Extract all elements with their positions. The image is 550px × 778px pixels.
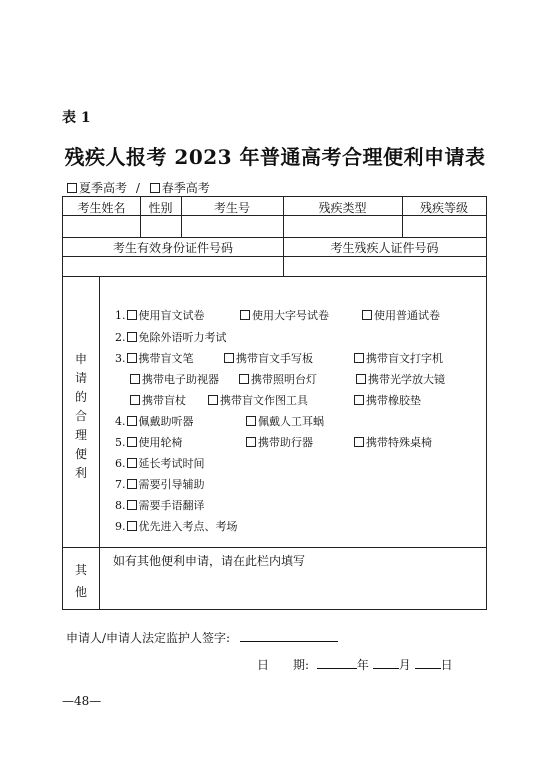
option-number: 2. (115, 331, 126, 344)
exam-number-input[interactable] (182, 216, 283, 236)
option-item (245, 413, 324, 429)
header-name: 考生姓名 (77, 201, 126, 215)
option-number: 9. (115, 520, 126, 533)
label-char: 便 (74, 447, 87, 461)
signature-row (66, 629, 338, 646)
option-label: 免除外语听力考试 (138, 331, 227, 344)
option-number: 3. (115, 352, 126, 365)
signature-line[interactable] (240, 630, 338, 642)
option-row-6 (115, 455, 205, 471)
header-gender: 性别 (148, 201, 173, 215)
label-char: 合 (74, 409, 87, 423)
option-label: 携带助行器 (258, 436, 313, 449)
name-input[interactable] (64, 216, 140, 236)
date-row (257, 656, 453, 673)
option-item (353, 350, 443, 366)
option-number: 1. (115, 309, 126, 322)
option-label: 携带照明台灯 (251, 373, 317, 386)
date-label: 日 期: (257, 658, 310, 672)
month-label: 月 (398, 658, 411, 672)
option-row-3c (129, 392, 186, 408)
label-char: 他 (74, 585, 87, 599)
option-label: 使用盲文试卷 (138, 309, 205, 322)
option-row-4 (115, 413, 194, 429)
option-item (223, 350, 313, 366)
option-label: 延长考试时间 (138, 457, 205, 470)
document-title: 残疾人报考 2023 年普通高考合理便利申请表 (64, 145, 486, 169)
option-item (361, 307, 440, 323)
option-row-3b (129, 371, 219, 387)
option-row-9 (115, 518, 238, 534)
option-checkbox[interactable] (127, 310, 137, 320)
option-row-8 (115, 497, 205, 513)
id-number-input[interactable] (64, 257, 283, 276)
option-checkbox[interactable] (354, 437, 364, 447)
header-exam-number: 考生号 (213, 201, 250, 215)
option-checkbox[interactable] (208, 395, 218, 405)
option-checkbox[interactable] (356, 374, 366, 384)
option-label: 需要手语翻译 (138, 499, 205, 512)
label-char: 请 (74, 371, 87, 385)
signature-label: 申请人/申请人法定监护人签字: (66, 631, 231, 645)
option-label: 携带电子助视器 (142, 373, 219, 386)
row-divider (63, 276, 486, 277)
option-checkbox[interactable] (127, 479, 137, 489)
option-label: 携带盲杖 (142, 394, 186, 407)
option-checkbox[interactable] (354, 395, 364, 405)
option-checkbox[interactable] (239, 374, 249, 384)
option-row-1 (115, 307, 205, 323)
disability-level-input[interactable] (403, 216, 485, 236)
option-row-5 (115, 434, 183, 450)
option-checkbox[interactable] (127, 332, 137, 342)
col-divider (99, 276, 100, 609)
option-checkbox[interactable] (127, 458, 137, 468)
other-hint: 如有其他便利申请，请在此栏内填写 (113, 554, 306, 568)
option-checkbox[interactable] (130, 374, 140, 384)
option-number: 6. (115, 457, 126, 470)
label-char: 利 (74, 466, 87, 480)
option-label: 佩戴助听器 (138, 415, 194, 428)
label-char: 其 (74, 563, 87, 577)
option-checkbox[interactable] (246, 437, 256, 447)
day-label: 日 (440, 658, 453, 672)
option-label: 使用大字号试卷 (252, 309, 329, 322)
other-section-label (69, 559, 93, 603)
table-label: 表 1 (62, 110, 91, 126)
option-label: 携带盲文作图工具 (220, 394, 308, 407)
label-char: 的 (74, 390, 87, 404)
option-row-7 (115, 476, 205, 492)
option-label: 使用普通试卷 (374, 309, 440, 322)
option-item (355, 371, 445, 387)
disability-cert-input[interactable] (284, 257, 485, 276)
option-checkbox[interactable] (240, 310, 250, 320)
option-number: 5. (115, 436, 126, 449)
option-checkbox[interactable] (127, 416, 137, 426)
application-form-table (62, 196, 487, 610)
other-input-area[interactable] (101, 569, 484, 607)
gender-input[interactable] (141, 216, 181, 236)
option-label: 优先进入考点、考场 (138, 520, 238, 533)
option-checkbox[interactable] (127, 500, 137, 510)
option-label: 使用轮椅 (138, 436, 183, 449)
option-label: 携带盲文打字机 (366, 352, 443, 365)
option-checkbox[interactable] (246, 416, 256, 426)
exam-type-selector (66, 179, 210, 196)
option-row-2 (115, 329, 227, 345)
spring-exam-checkbox[interactable] (150, 183, 160, 193)
page-number: —48— (62, 694, 102, 708)
option-item (353, 434, 432, 450)
option-label: 携带橡胶垫 (366, 394, 421, 407)
option-checkbox[interactable] (127, 353, 137, 363)
option-label: 佩戴人工耳蜗 (258, 415, 324, 428)
month-field[interactable] (373, 657, 399, 669)
summer-exam-checkbox[interactable] (67, 183, 77, 193)
option-label: 携带特殊桌椅 (366, 436, 432, 449)
summer-exam-label: 夏季高考 (79, 181, 128, 195)
option-label: 携带盲文笔 (138, 352, 194, 365)
row-divider (63, 237, 486, 238)
option-checkbox[interactable] (354, 353, 364, 363)
option-checkbox[interactable] (127, 521, 137, 531)
disability-type-input[interactable] (284, 216, 402, 236)
year-field[interactable] (317, 657, 357, 669)
option-item (245, 434, 313, 450)
spring-exam-label: 春季高考 (161, 181, 210, 195)
row-divider (63, 547, 486, 548)
option-label: 携带盲文手写板 (236, 352, 313, 365)
option-item (207, 392, 308, 408)
option-number: 8. (115, 499, 126, 512)
year-label: 年 (356, 658, 369, 672)
label-char: 理 (74, 428, 87, 442)
exam-type-separator: / (135, 181, 140, 195)
accommodation-section-label (69, 350, 93, 483)
option-row-3 (115, 350, 194, 366)
option-number: 7. (115, 478, 126, 491)
option-label: 携带光学放大镜 (368, 373, 445, 386)
option-checkbox[interactable] (127, 437, 137, 447)
option-checkbox[interactable] (362, 310, 372, 320)
option-item (353, 392, 421, 408)
option-item (239, 307, 329, 323)
option-checkbox[interactable] (130, 395, 140, 405)
option-label: 需要引导辅助 (138, 478, 205, 491)
day-field[interactable] (415, 657, 441, 669)
option-number: 4. (115, 415, 126, 428)
id-number-label: 考生有效身份证件号码 (112, 241, 233, 255)
label-char: 申 (74, 352, 87, 366)
disability-cert-label: 考生残疾人证件号码 (330, 241, 439, 255)
header-disability-type: 残疾类型 (318, 201, 367, 215)
header-disability-level: 残疾等级 (419, 201, 468, 215)
option-item (238, 371, 317, 387)
option-checkbox[interactable] (224, 353, 234, 363)
